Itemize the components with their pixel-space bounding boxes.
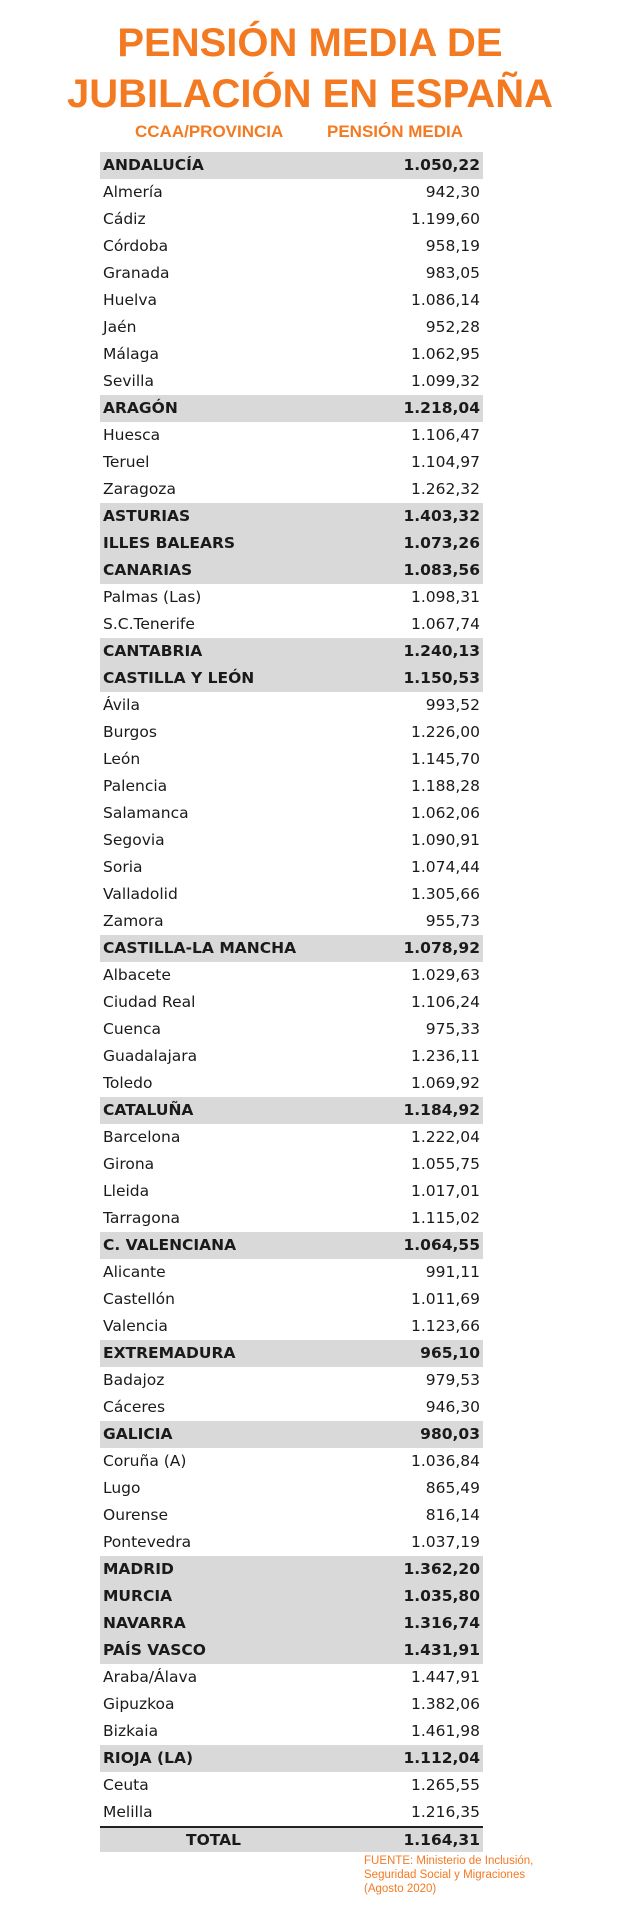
region-row <box>100 1637 483 1664</box>
row-name: Girona <box>103 1155 155 1173</box>
row-name: S.C.Tenerife <box>103 615 195 633</box>
row-value: 1.099,32 <box>410 372 480 390</box>
row-value: 1.083,56 <box>403 561 480 579</box>
region-row <box>100 1097 483 1124</box>
title-line-1: PENSIÓN MEDIA DE <box>117 21 503 65</box>
row-name: Ciudad Real <box>103 993 196 1011</box>
province-row <box>100 1664 483 1691</box>
province-row <box>100 260 483 287</box>
province-row <box>100 449 483 476</box>
row-value: 1.188,28 <box>410 777 480 795</box>
row-value: 1.050,22 <box>403 156 480 174</box>
row-value: 952,28 <box>425 318 480 336</box>
row-value: 942,30 <box>425 183 480 201</box>
province-row <box>100 341 483 368</box>
region-row <box>100 1583 483 1610</box>
row-name: Salamanca <box>103 804 189 822</box>
province-row <box>100 800 483 827</box>
row-value: 946,30 <box>425 1398 480 1416</box>
row-name: Jaén <box>103 318 137 336</box>
row-name: Segovia <box>103 831 165 849</box>
row-name: ILLES BALEARS <box>103 534 236 552</box>
row-name: Córdoba <box>103 237 169 255</box>
row-value: 1.431,91 <box>403 1641 480 1659</box>
row-name: Albacete <box>103 966 171 984</box>
row-name: Sevilla <box>103 372 154 390</box>
row-value: 1.074,44 <box>410 858 480 876</box>
province-row <box>100 1691 483 1718</box>
title-line-2: JUBILACIÓN EN ESPAÑA <box>67 72 553 116</box>
row-name: ARAGÓN <box>103 399 178 417</box>
province-row <box>100 1367 483 1394</box>
row-name: Teruel <box>103 453 150 471</box>
row-value: 1.265,55 <box>410 1776 480 1794</box>
region-row <box>100 1610 483 1637</box>
province-row <box>100 1151 483 1178</box>
row-name: GALICIA <box>103 1425 173 1443</box>
row-name: CASTILLA-LA MANCHA <box>103 939 297 957</box>
province-row <box>100 314 483 341</box>
row-value: 1.262,32 <box>410 480 480 498</box>
row-name: Zamora <box>103 912 164 930</box>
row-value: 1.240,13 <box>403 642 480 660</box>
row-value: 1.062,06 <box>410 804 480 822</box>
row-value: 1.098,31 <box>410 588 480 606</box>
row-value: 1.067,74 <box>410 615 480 633</box>
row-value: 1.104,97 <box>410 453 480 471</box>
province-row <box>100 1313 483 1340</box>
row-value: 1.403,32 <box>403 507 480 525</box>
row-value: 1.222,04 <box>410 1128 480 1146</box>
row-value: 979,53 <box>425 1371 480 1389</box>
province-row <box>100 1043 483 1070</box>
row-name: NAVARRA <box>103 1614 186 1632</box>
row-value: 1.106,24 <box>410 993 480 1011</box>
province-row <box>100 611 483 638</box>
row-name: Tarragona <box>103 1209 181 1227</box>
row-name: Cuenca <box>103 1020 162 1038</box>
row-value: 1.184,92 <box>403 1101 480 1119</box>
row-name: Soria <box>103 858 143 876</box>
row-value: 1.316,74 <box>403 1614 480 1632</box>
header-pension: PENSIÓN MEDIA <box>327 122 464 141</box>
row-name: Granada <box>103 264 170 282</box>
row-name: RIOJA (LA) <box>103 1749 194 1767</box>
province-row <box>100 1070 483 1097</box>
row-value: 1.362,20 <box>403 1560 480 1578</box>
row-name: Cádiz <box>103 210 146 228</box>
province-row <box>100 1799 483 1826</box>
region-row <box>100 1745 483 1772</box>
region-row <box>100 557 483 584</box>
province-row <box>100 287 483 314</box>
province-row <box>100 1205 483 1232</box>
row-name: ASTURIAS <box>103 507 191 525</box>
row-name: CASTILLA Y LEÓN <box>103 669 255 687</box>
row-value: 1.090,91 <box>410 831 480 849</box>
row-value: 1.199,60 <box>410 210 480 228</box>
row-value: 958,19 <box>425 237 480 255</box>
row-name: Badajoz <box>103 1371 165 1389</box>
row-value: 1.123,66 <box>410 1317 480 1335</box>
region-row <box>100 638 483 665</box>
row-value: 1.216,35 <box>410 1803 480 1821</box>
row-name: CANARIAS <box>103 561 193 579</box>
row-value: 991,11 <box>425 1263 480 1281</box>
pension-table <box>100 152 483 1852</box>
row-name: Ceuta <box>103 1776 149 1794</box>
region-row <box>100 152 483 179</box>
row-value: 1.069,92 <box>410 1074 480 1092</box>
row-name: Castellón <box>103 1290 175 1308</box>
row-name: Palmas (Las) <box>103 588 202 606</box>
province-row <box>100 1124 483 1151</box>
row-name: C. VALENCIANA <box>103 1236 237 1254</box>
row-name: CANTABRIA <box>103 642 203 660</box>
row-name: CATALUÑA <box>103 1101 194 1119</box>
row-name: MADRID <box>103 1560 174 1578</box>
province-row <box>100 179 483 206</box>
row-name: Alicante <box>103 1263 166 1281</box>
region-row <box>100 935 483 962</box>
province-row <box>100 1529 483 1556</box>
province-row <box>100 206 483 233</box>
province-row <box>100 1286 483 1313</box>
row-value: 865,49 <box>425 1479 480 1497</box>
province-row <box>100 584 483 611</box>
row-name: Zaragoza <box>103 480 176 498</box>
row-name: Huelva <box>103 291 157 309</box>
header-region: CCAA/PROVINCIA <box>135 122 284 141</box>
row-value: 1.064,55 <box>403 1236 480 1254</box>
row-name: Lugo <box>103 1479 141 1497</box>
province-row <box>100 989 483 1016</box>
total-value: 1.164,31 <box>403 1831 480 1849</box>
region-row <box>100 665 483 692</box>
province-row <box>100 1394 483 1421</box>
province-row <box>100 692 483 719</box>
row-value: 1.062,95 <box>410 345 480 363</box>
province-row <box>100 908 483 935</box>
row-value: 965,10 <box>420 1344 480 1362</box>
province-row <box>100 962 483 989</box>
row-value: 1.461,98 <box>410 1722 480 1740</box>
page-title <box>0 18 620 120</box>
row-name: EXTREMADURA <box>103 1344 236 1362</box>
province-row <box>100 1475 483 1502</box>
row-name: Huesca <box>103 426 161 444</box>
row-value: 980,03 <box>420 1425 480 1443</box>
row-value: 1.112,04 <box>403 1749 480 1767</box>
row-value: 993,52 <box>425 696 480 714</box>
row-name: Burgos <box>103 723 157 741</box>
province-row <box>100 476 483 503</box>
row-value: 1.035,80 <box>403 1587 480 1605</box>
province-row <box>100 1178 483 1205</box>
row-value: 1.218,04 <box>403 399 480 417</box>
region-row <box>100 395 483 422</box>
province-row <box>100 773 483 800</box>
row-name: Cáceres <box>103 1398 166 1416</box>
row-name: Toledo <box>103 1074 153 1092</box>
row-name: MURCIA <box>103 1587 173 1605</box>
row-value: 1.305,66 <box>410 885 480 903</box>
row-value: 1.106,47 <box>410 426 480 444</box>
row-name: León <box>103 750 141 768</box>
total-row <box>100 1826 483 1852</box>
region-row <box>100 530 483 557</box>
row-name: Melilla <box>103 1803 153 1821</box>
row-name: Ourense <box>103 1506 169 1524</box>
province-row <box>100 881 483 908</box>
row-value: 1.226,00 <box>410 723 480 741</box>
row-name: Coruña (A) <box>103 1452 187 1470</box>
province-row <box>100 368 483 395</box>
province-row <box>100 854 483 881</box>
province-row <box>100 422 483 449</box>
region-row <box>100 1556 483 1583</box>
row-value: 1.145,70 <box>410 750 480 768</box>
row-value: 1.382,06 <box>410 1695 480 1713</box>
row-name: Lleida <box>103 1182 150 1200</box>
row-value: 1.036,84 <box>410 1452 480 1470</box>
province-row <box>100 233 483 260</box>
row-name: Barcelona <box>103 1128 181 1146</box>
row-value: 1.115,02 <box>410 1209 480 1227</box>
row-value: 1.017,01 <box>410 1182 480 1200</box>
row-value: 1.150,53 <box>403 669 480 687</box>
source-line-3: (Agosto 2020) <box>364 1883 437 1895</box>
source-note <box>364 1854 614 1896</box>
row-name: Guadalajara <box>103 1047 198 1065</box>
row-value: 1.236,11 <box>410 1047 480 1065</box>
row-value: 1.037,19 <box>410 1533 480 1551</box>
source-line-2: Seguridad Social y Migraciones <box>364 1869 526 1881</box>
row-name: Málaga <box>103 345 160 363</box>
province-row <box>100 1448 483 1475</box>
row-value: 983,05 <box>425 264 480 282</box>
row-value: 1.447,91 <box>410 1668 480 1686</box>
region-row <box>100 1232 483 1259</box>
region-row <box>100 1421 483 1448</box>
province-row <box>100 1718 483 1745</box>
province-row <box>100 746 483 773</box>
row-name: Pontevedra <box>103 1533 192 1551</box>
row-value: 816,14 <box>425 1506 480 1524</box>
province-row <box>100 1259 483 1286</box>
row-name: Palencia <box>103 777 168 795</box>
row-value: 1.011,69 <box>410 1290 480 1308</box>
province-row <box>100 827 483 854</box>
row-name: Valencia <box>103 1317 168 1335</box>
province-row <box>100 1772 483 1799</box>
row-name: Valladolid <box>103 885 178 903</box>
row-name: Ávila <box>103 696 140 714</box>
row-value: 1.073,26 <box>403 534 480 552</box>
row-value: 1.055,75 <box>410 1155 480 1173</box>
row-value: 1.078,92 <box>403 939 480 957</box>
row-value: 1.086,14 <box>410 291 480 309</box>
row-name: Bizkaia <box>103 1722 159 1740</box>
region-row <box>100 1340 483 1367</box>
province-row <box>100 1016 483 1043</box>
region-row <box>100 503 483 530</box>
row-name: ANDALUCÍA <box>103 156 204 174</box>
source-line-1: FUENTE: Ministerio de Inclusión, <box>364 1855 534 1867</box>
province-row <box>100 1502 483 1529</box>
row-value: 975,33 <box>425 1020 480 1038</box>
row-name: Gipuzkoa <box>103 1695 175 1713</box>
row-value: 955,73 <box>425 912 480 930</box>
row-name: Araba/Álava <box>103 1668 198 1686</box>
row-name: Almería <box>103 183 163 201</box>
row-name: PAÍS VASCO <box>103 1641 206 1659</box>
row-value: 1.029,63 <box>410 966 480 984</box>
column-headers <box>0 122 620 144</box>
total-label: TOTAL <box>186 1831 241 1849</box>
province-row <box>100 719 483 746</box>
